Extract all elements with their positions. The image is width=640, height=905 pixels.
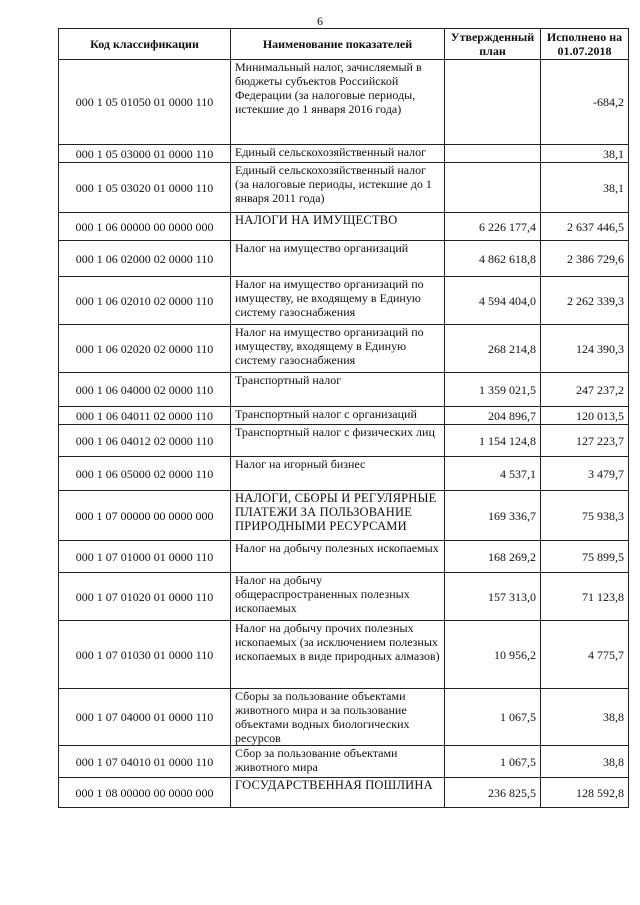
- row-name: Транспортный налог: [231, 373, 445, 407]
- row-plan: 1 154 124,8: [445, 425, 541, 457]
- table-row: [59, 689, 629, 746]
- row-name: Налог на игорный бизнес: [231, 457, 445, 491]
- table-body: [59, 60, 629, 808]
- row-code: 000 1 07 04010 01 0000 110: [59, 746, 231, 778]
- table-row: [59, 163, 629, 213]
- row-plan: [445, 163, 541, 213]
- row-name: Налог на добычу общераспространенных полезных ископаемых: [231, 573, 445, 621]
- table-row: [59, 241, 629, 277]
- table-header-row: [59, 29, 629, 60]
- row-name: ГОСУДАРСТВЕННАЯ ПОШЛИНА: [231, 778, 445, 808]
- row-done: 120 013,5: [541, 407, 629, 425]
- row-code: 000 1 06 00000 00 0000 000: [59, 213, 231, 241]
- header-name: Наименование показателей: [231, 29, 445, 60]
- budget-table: [58, 28, 629, 808]
- row-plan: 169 336,7: [445, 491, 541, 541]
- row-name: Транспортный налог с физических лиц: [231, 425, 445, 457]
- row-name: Транспортный налог с организаций: [231, 407, 445, 425]
- page-number: 6: [317, 14, 323, 28]
- row-name: Единый сельскохозяйственный налог (за налоговые периоды, истекшие до 1 января 2011 года): [231, 163, 445, 213]
- row-name: НАЛОГИ, СБОРЫ И РЕГУЛЯРНЫЕ ПЛАТЕЖИ ЗА ПОЛЬЗОВАНИЕ ПРИРОДНЫМИ РЕСУРСАМИ: [231, 491, 445, 541]
- row-name: Единый сельскохозяйственный налог: [231, 145, 445, 163]
- row-code: 000 1 07 00000 00 0000 000: [59, 491, 231, 541]
- row-code: 000 1 05 03020 01 0000 110: [59, 163, 231, 213]
- row-plan: 1 067,5: [445, 746, 541, 778]
- row-done: 124 390,3: [541, 325, 629, 373]
- row-code: 000 1 06 05000 02 0000 110: [59, 457, 231, 491]
- row-name: НАЛОГИ НА ИМУЩЕСТВО: [231, 213, 445, 241]
- row-done: -684,2: [541, 60, 629, 145]
- table-row: [59, 213, 629, 241]
- row-code: 000 1 06 02020 02 0000 110: [59, 325, 231, 373]
- row-plan: 168 269,2: [445, 541, 541, 573]
- row-done: 2 262 339,3: [541, 277, 629, 325]
- row-code: 000 1 06 04011 02 0000 110: [59, 407, 231, 425]
- table-row: [59, 407, 629, 425]
- row-name: Минимальный налог, зачисляемый в бюджеты субъектов Российской Федерации (за налоговые периоды, истекшие до 1 января 2016 года): [231, 60, 445, 145]
- row-plan: [445, 145, 541, 163]
- row-name: Налог на имущество организаций по имуществу, входящему в Единую систему газоснабжения: [231, 325, 445, 373]
- table-row: [59, 325, 629, 373]
- row-code: 000 1 07 04000 01 0000 110: [59, 689, 231, 746]
- table-row: [59, 573, 629, 621]
- row-code: 000 1 05 03000 01 0000 110: [59, 145, 231, 163]
- table-row: [59, 746, 629, 778]
- row-done: 2 386 729,6: [541, 241, 629, 277]
- row-name: Налог на добычу прочих полезных ископаемых (за исключением полезных ископаемых в виде природных алмазов): [231, 621, 445, 689]
- row-plan: 204 896,7: [445, 407, 541, 425]
- header-code: Код классификации: [59, 29, 231, 60]
- row-code: 000 1 05 01050 01 0000 110: [59, 60, 231, 145]
- row-plan: 4 537,1: [445, 457, 541, 491]
- row-code: 000 1 08 00000 00 0000 000: [59, 778, 231, 808]
- row-done: 2 637 446,5: [541, 213, 629, 241]
- table-row: [59, 60, 629, 145]
- row-plan: 10 956,2: [445, 621, 541, 689]
- table-row: [59, 778, 629, 808]
- header-done: Исполнено на 01.07.2018: [541, 29, 629, 60]
- row-done: 128 592,8: [541, 778, 629, 808]
- table-row: [59, 425, 629, 457]
- row-code: 000 1 06 02010 02 0000 110: [59, 277, 231, 325]
- row-done: 71 123,8: [541, 573, 629, 621]
- row-code: 000 1 07 01000 01 0000 110: [59, 541, 231, 573]
- row-done: 38,1: [541, 145, 629, 163]
- table-row: [59, 457, 629, 491]
- row-plan: 236 825,5: [445, 778, 541, 808]
- row-done: 75 938,3: [541, 491, 629, 541]
- row-done: 3 479,7: [541, 457, 629, 491]
- table-row: [59, 145, 629, 163]
- row-plan: 6 226 177,4: [445, 213, 541, 241]
- row-code: 000 1 07 01020 01 0000 110: [59, 573, 231, 621]
- row-done: 247 237,2: [541, 373, 629, 407]
- row-done: 38,8: [541, 746, 629, 778]
- table-row: [59, 621, 629, 689]
- row-done: 4 775,7: [541, 621, 629, 689]
- row-name: Налог на добычу полезных ископаемых: [231, 541, 445, 573]
- row-plan: 4 862 618,8: [445, 241, 541, 277]
- row-plan: [445, 60, 541, 145]
- row-plan: 157 313,0: [445, 573, 541, 621]
- row-done: 127 223,7: [541, 425, 629, 457]
- row-plan: 268 214,8: [445, 325, 541, 373]
- row-code: 000 1 06 04012 02 0000 110: [59, 425, 231, 457]
- row-plan: 1 359 021,5: [445, 373, 541, 407]
- table-row: [59, 373, 629, 407]
- row-done: 38,8: [541, 689, 629, 746]
- row-plan: 1 067,5: [445, 689, 541, 746]
- row-name: Налог на имущество организаций по имуществу, не входящему в Единую систему газоснабжения: [231, 277, 445, 325]
- row-code: 000 1 06 02000 02 0000 110: [59, 241, 231, 277]
- header-plan: Утвержденный план: [445, 29, 541, 60]
- row-name: Сборы за пользование объектами животного мира и за пользование объектами водных биологических ресурсов: [231, 689, 445, 746]
- row-done: 38,1: [541, 163, 629, 213]
- row-code: 000 1 06 04000 02 0000 110: [59, 373, 231, 407]
- table-row: [59, 277, 629, 325]
- row-plan: 4 594 404,0: [445, 277, 541, 325]
- row-name: Налог на имущество организаций: [231, 241, 445, 277]
- row-done: 75 899,5: [541, 541, 629, 573]
- table-row: [59, 491, 629, 541]
- row-code: 000 1 07 01030 01 0000 110: [59, 621, 231, 689]
- row-name: Сбор за пользование объектами животного мира: [231, 746, 445, 778]
- table-row: [59, 541, 629, 573]
